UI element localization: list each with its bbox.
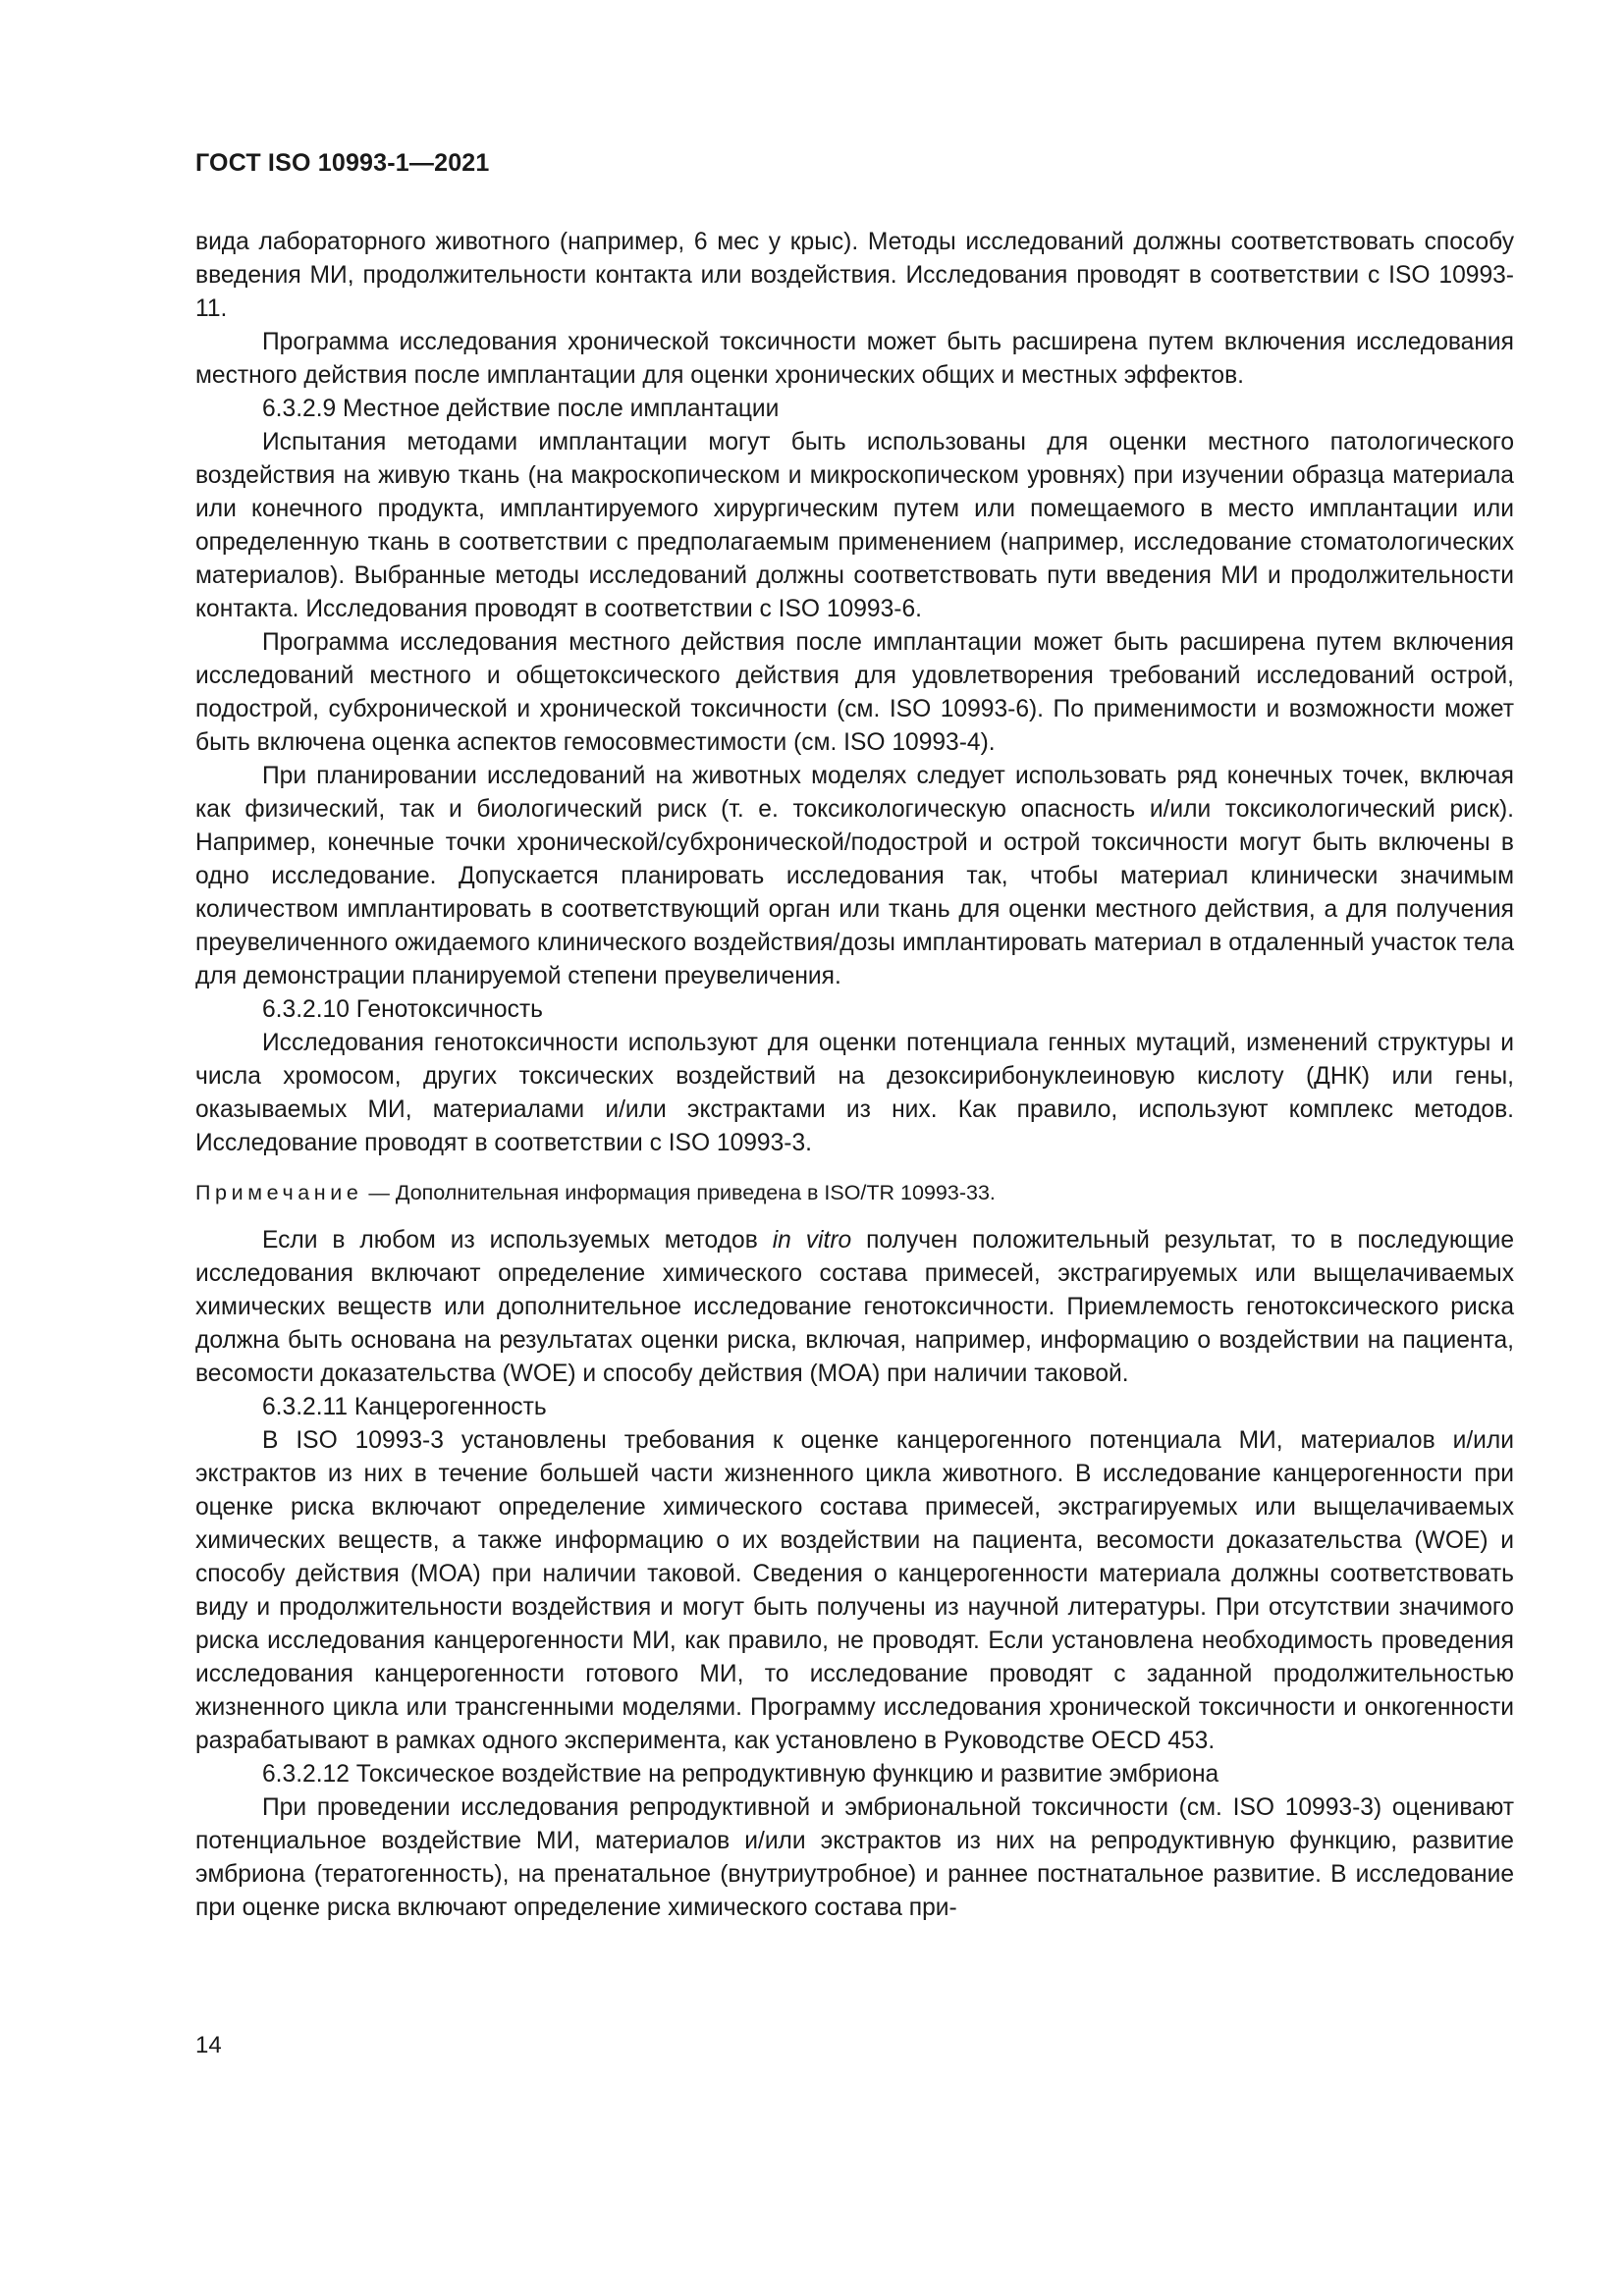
page-number: 14: [195, 2032, 222, 2058]
italic-term: in vitro: [772, 1227, 852, 1254]
note: [195, 1178, 1514, 1207]
paragraph-text: Если в любом из используемых методов: [262, 1227, 773, 1254]
paragraph-continuation: вида лабораторного животного (например, 6 мес у крыс). Методы исследований должны соответствовать способу введения МИ, продолжительности контакта или воздействия. Исследования проводят в соответствии с ISO 10993-11.: [195, 229, 1514, 322]
document-body: [195, 226, 1514, 1925]
section-heading-6-3-2-10: 6.3.2.10 Генотоксичность: [262, 996, 543, 1023]
paragraph: При проведении исследования репродуктивной и эмбриональной токсичности (см. ISO 10993-3) оценивают потенциальное воздействие МИ, материалов и/или экстрактов из них на репродуктивную функцию, развитие эмбриона (тератогенность), на пренатальное (внутриутробное) и раннее постнатальное развитие. В исследование при оценке риска включают определение химического состава при-: [195, 1794, 1514, 1921]
section-heading-6-3-2-11: 6.3.2.11 Канцерогенность: [262, 1394, 547, 1420]
section-heading-6-3-2-12: 6.3.2.12 Токсическое воздействие на репродуктивную функцию и развитие эмбриона: [262, 1761, 1219, 1788]
paragraph: Исследования генотоксичности используют для оценки потенциала генных мутаций, изменений структуры и числа хромосом, других токсических воздействий на дезоксирибонуклеиновую кислоту (ДНК) или гены, оказываемых МИ, материалами и/или экстрактами из них. Как правило, используют комплекс методов. Исследование проводят в соответствии с ISO 10993-3.: [195, 1030, 1514, 1156]
paragraph: Испытания методами имплантации могут быть использованы для оценки местного патологического воздействия на живую ткань (на макроскопическом и микроскопическом уровнях) при изучении образца материала или конечного продукта, имплантируемого хирургическим путем или помещаемого в место имплантации или определенную ткань в соответствии с предполагаемым применением (например, исследование стоматологических материалов). Выбранные методы исследований должны соответствовать пути введения МИ и продолжительности контакта. Исследования проводят в соответствии с ISO 10993-6.: [195, 429, 1514, 622]
paragraph: При планировании исследований на животных моделях следует использовать ряд конечных точек, включая как физический, так и биологический риск (т. е. токсикологическую опасность и/или токсикологический риск). Например, конечные точки хронической/субхронической/подострой и острой токсичности могут быть включены в одно исследование. Допускается планировать исследования так, чтобы материал клинически значимым количеством имплантировать в соответствующий орган или ткань для оценки местного действия, а для получения преувеличенного ожидаемого клинического воздействия/дозы имплантировать материал в отдаленный участок тела для демонстрации планируемой степени преувеличения.: [195, 763, 1514, 989]
section-heading-6-3-2-9: 6.3.2.9 Местное действие после имплантации: [262, 396, 780, 422]
note-text: — Дополнительная информация приведена в ISO/TR 10993-33.: [362, 1181, 996, 1204]
paragraph: [195, 1224, 1514, 1391]
note-label: Примечание: [195, 1181, 363, 1204]
paragraph: Программа исследования местного действия после имплантации может быть расширена путем включения исследований местного и общетоксического действия для удовлетворения требований исследований острой, подострой, субхронической и хронической токсичности (см. ISO 10993-6). По применимости и возможности может быть включена оценка аспектов гемосовместимости (см. ISO 10993-4).: [195, 629, 1514, 756]
paragraph-text: получен положительный результат, то в последующие исследования включают определение химического состава примесей, экстрагируемых или выщелачиваемых химических веществ или дополнительное исследование генотоксичности. Приемлемость генотоксического риска должна быть основана на результатах оценки риска, включая, например, информацию о воздействии на пациента, весомости доказательства (WOE) и способу действия (МОА) при наличии таковой.: [195, 1227, 1515, 1387]
document-header: ГОСТ ISO 10993-1—2021: [195, 149, 490, 177]
paragraph: Программа исследования хронической токсичности может быть расширена путем включения исследования местного действия после имплантации для оценки хронических общих и местных эффектов.: [195, 329, 1514, 389]
paragraph: В ISO 10993-3 установлены требования к оценке канцерогенного потенциала МИ, материалов и/или экстрактов из них в течение большей части жизненного цикла животного. В исследование канцерогенности при оценке риска включают определение химического состава примесей, экстрагируемых или выщелачиваемых химических веществ, а также информацию о их воздействии на пациента, весомости доказательства (WOE) и способу действия (МОА) при наличии таковой. Сведения о канцерогенности материала должны соответствовать виду и продолжительности воздействия и могут быть получены из научной литературы. При отсутствии значимого риска исследования канцерогенности МИ, как правило, не проводят. Если установлена необходимость проведения исследования канцерогенности готового МИ, то исследование проводят с заданной продолжительностью жизненного цикла или трансгенными моделями. Программу исследования хронической токсичности и онкогенности разрабатывают в рамках одного эксперимента, как установлено в Руководстве OECD 453.: [195, 1427, 1514, 1754]
